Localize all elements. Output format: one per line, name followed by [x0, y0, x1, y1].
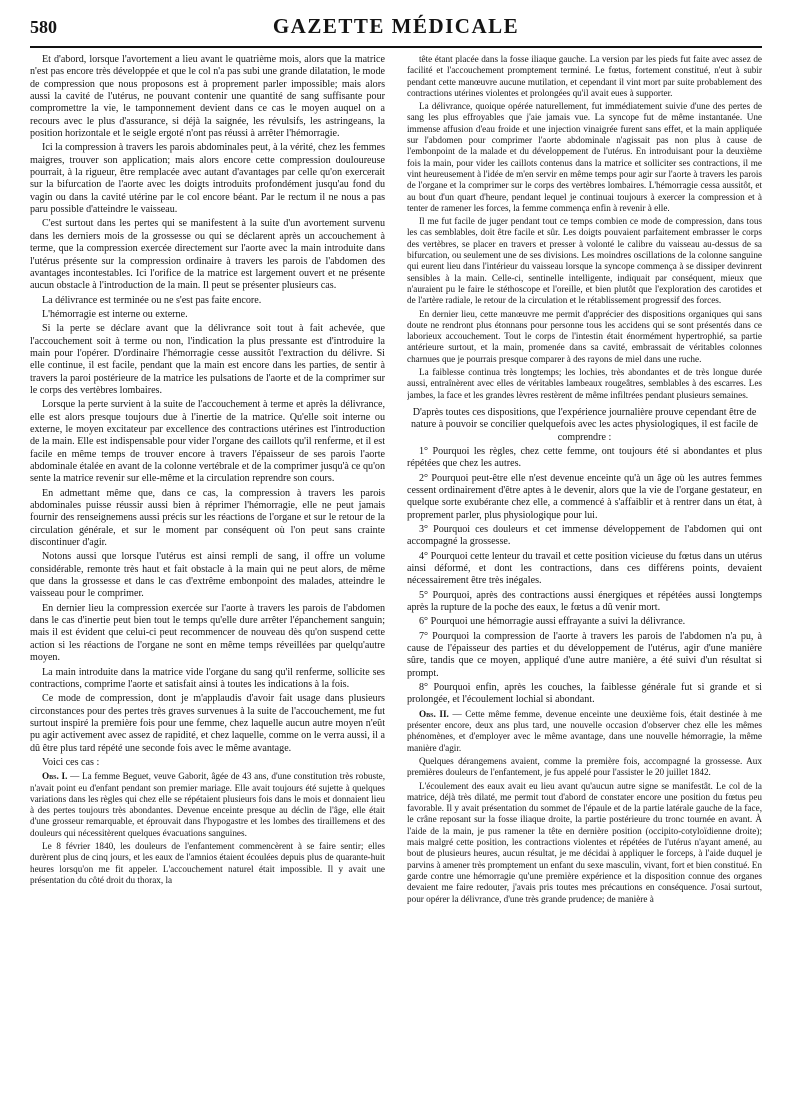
paragraph: Et d'abord, lorsque l'avortement a lieu avant le quatrième mois, alors que la matrice n'est pas encore très développée et que le col n'a pas subi une grande dilatation, le mode de compression que nous proposons est à proprement parler impossible; mais alors aussi la cavité de l'utérus, ne pouvant contenir une quantité de sang suffisante pour compromettre la vie, le tamponnement devient dans ce cas le moyen auquel on a recours avec le plus d'assurance, si déjà la saignée, les révulsifs, les astringeans, la position horizontale et le seigle ergoté n'ont pas réussi à arrêter l'hémorragie. [30, 54, 385, 140]
list-item: 3° Pourquoi ces douleurs et cet immense développement de l'abdomen qui ont accompagné la grossesse. [407, 524, 762, 548]
paragraph: La faiblesse continua très longtemps; les lochies, très abondantes et de très longue durée aussi, entraînèrent avec elles de véritables lambeaux rougeâtres, semblables à des escarres. Les jambes, la face et les grandes lèvres restèrent de même infiltrées pendant plusieurs semaines. [407, 367, 762, 400]
list-item: 4° Pourquoi cette lenteur du travail et cette position vicieuse du fœtus dans un utérus ainsi déformé, et dont les contractions, dans ces différens points, devaient nécessairement être très inégales. [407, 550, 762, 587]
page-header [30, 14, 762, 40]
list-item: 1° Pourquoi les règles, chez cette femme, ont toujours été si abondantes et plus répétées que chez les autres. [407, 445, 762, 470]
page-number: 580 [30, 17, 57, 37]
paragraph: L'hémorragie est interne ou externe. [42, 308, 188, 320]
paragraph: Lorsque la perte survient à la suite de l'accouchement à terme et après la délivrance, elle est alors presque toujours due à l'inertie de la matrice. Qu'elle soit interne ou externe, le moyen excitateur par excellence des contractions utérines est l'introduction de la main. Elle est indispensable pour vider l'organe des caillots qu'il renferme, et il est facile en même temps de trouver encore à travers l'épaisseur de ses parois l'aorte abdominale étalée en avant de la colonne vertébrale et de la comprimer jusqu'à ce qu'on sente la matrice revenir sur elle-même et la circulation reprendre son cours. [30, 399, 385, 485]
observation-label: Obs. II. [419, 708, 449, 719]
list-item: 2° Pourquoi peut-être elle n'est devenue enceinte qu'à un âge où les autres femmes cessent ordinairement d'être aptes à le devenir, alors que la vie de l'organe gestateur, en quelque sorte exubérante chez elle, a commencé à s'affaiblir et à rentrer dans un état, à proprement parler, plus physiologique pour lui. [407, 472, 762, 521]
paragraph: D'après toutes ces dispositions, que l'expérience journalière prouve cependant être de nature à pouvoir se concilier quelquefois avec les actes physiologiques, il est facile de comprendre : [411, 406, 758, 443]
list-item: 8° Pourquoi enfin, après les couches, la faiblesse générale fut si grande et si prolongée, et l'écoulement lochial si abondant. [407, 682, 762, 706]
paragraph: Quelques dérangemens avaient, comme la première fois, accompagné la grossesse. Aux premières douleurs de l'enfantement, je fus appelé pour l'assister le 20 juillet 1842. [407, 756, 762, 778]
paragraph: Ici la compression à travers les parois abdominales peut, à la vérité, chez les femmes maigres, trouver son application; mais alors encore cette compression douloureuse pourrait, à la rigueur, être remplacée avec autant d'avantages par celle qu'on exercerait sur la bifurcation de l'aorte avec les doigts introduits profondément jusqu'au fond du vagin ou dans la cavité utérine par le col encore béant. Par le rectum il ne nous a pas paru possible d'atteindre le vaisseau. [30, 142, 385, 216]
paragraph: L'écoulement des eaux avait eu lieu avant qu'aucun autre signe se manifestât. Le col de la matrice, déjà très dilaté, me permit tout d'abord de constater encore une position du fœtus peu favorable. Il y avait présentation du sommet de l'épaule et de la partie latérale gauche de la face, le crâne reposant sur la fosse iliaque droite, la partie postérieure du tronc tournée en avant. À l'aide de la main, je pus ramener la tête en dernière position (occipito-cotyloïdienne droite); mais malgré cette position, les contractions violentes et répétées de l'utérus n'ayant amené, au bout de plusieurs heures, aucun résultat, je me décidai à appliquer le forceps, à l'aide duquel je parvins à amener très promptement un enfant du sexe masculin, vivant, fort et bien constitué. En garde contre une hémorragie qu'une première expérience et la disposition connue des organes devaient me faire redouter, j'avais pris toutes mes précautions en conséquence. J'osai surtout, pour opérer la délivrance, d'une très grande prudence; de manière à [407, 780, 762, 904]
list-item: 5° Pourquoi, après des contractions aussi énergiques et répétées aussi longtemps après la rupture de la poche des eaux, le fœtus a dû venir mort. [407, 589, 762, 614]
observation-2 [407, 709, 762, 754]
paragraph: Voici ces cas : [42, 756, 100, 768]
paragraph: En dernier lieu la compression exercée sur l'aorte à travers les parois de l'abdomen dans le cas d'inertie peut bien tout le temps qu'elle dure arrêter l'épanchement sanguin; mais il est évident que celui-ci peut recommencer de nouveau dès qu'on suspend cette action si les réactions de l'organe ne sont en même temps réveillées par quelqu'autre moyen. [30, 602, 385, 664]
paragraph: Si la perte se déclare avant que la délivrance soit tout à fait achevée, que l'accouchement soit à terme ou non, l'indication la plus pressante est d'introduire la main pour l'opérer. D'ordinaire l'hémorragie cesse aussitôt l'extraction du délivre. Si elle continue, il est facile, pendant que la main est encore dans les parties, de sentir à travers la paroi postérieure de la matrice les pulsations de l'aorte et de la comprimer sur le corps des vertèbres lombaires. [30, 323, 385, 396]
list-item: 6° Pourquoi une hémorragie aussi effrayante a suivi la délivrance. [419, 616, 686, 628]
list-item: 7° Pourquoi la compression de l'aorte à travers les parois de l'abdomen n'a pu, à cause de l'épaisseur des parties et du développement de l'utérus, agir d'une manière sûre, tandis que ce moyen, appliqué d'une autre manière, a été suivi d'un résultat si prompt. [407, 630, 762, 679]
paragraph: En dernier lieu, cette manœuvre me permit d'apprécier des dispositions organiques qui sans doute ne rendront plus étonnans pour personne tous les accidens qui se sont présentés dans ce laborieux accouchement. Tout le corps de l'intestin était énormément hypertrophié, sa partie antérieure surtout, et la main, promenée dans sa cavité, embrassait de véritables colonnes charnues que je pourrais presque comparer à des rayons de miel dans une ruche. [407, 308, 762, 364]
left-column [30, 54, 385, 1112]
observation-label: Obs. I. [42, 771, 68, 782]
paragraph: La délivrance est terminée ou ne s'est pas faite encore. [42, 294, 262, 306]
right-column [407, 54, 762, 1112]
header-rule [30, 46, 762, 48]
running-title: GAZETTE MÉDICALE [272, 14, 520, 38]
text-columns [30, 54, 762, 1112]
paragraph: Le 8 février 1840, les douleurs de l'enfantement commencèrent à se faire sentir; elles durèrent plus de cinq jours, et les eaux de l'amnios étaient écoulées depuis plus de quarante-huit heures lorsqu'on me fit appeler. L'accouchement naturel était impossible. Il y avait une présentation du côté droit du thorax, la [30, 841, 385, 885]
paragraph: Il me fut facile de juger pendant tout ce temps combien ce mode de compression, dans tous les cas semblables, doit être facile et sûr. Les doigts pouvaient parfaitement embrasser le corps des vertèbres, se placer en travers et presser à volonté le calibre du vaisseau au-dessus de sa bifurcation, ou seulement une de ses divisions. Les moindres oscillations de la colonne sanguine qui eurent lieu dans l'intérieur du vaisseau lorsque la syncope commença à se dissiper devinrent sensibles à la main. Celle-ci, sentinelle intelligente, indiquait par conséquent, mieux que n'auraient pu le faire le stéthoscope et l'oreille, et bien plutôt que l'exploration des carotides et de l'artère radiale, le retour de la circulation et le rétablissement progressif des forces. [407, 216, 762, 306]
observation-1 [30, 771, 385, 839]
paragraph: tête étant placée dans la fosse iliaque gauche. La version par les pieds fut faite avec assez de facilité et l'accouchement promptement terminé. Le fœtus, fortement constitué, n'eut à subir pendant cette manœuvre aucune mutilation, et cependant il vint mort par suite probablement des contractions utérines violentes et prolongées qu'il avait eues à supporter. [407, 54, 762, 98]
paragraph: En admettant même que, dans ce cas, la compression à travers les parois abdominales puisse réussir aussi bien à réprimer l'hémorragie, elle ne peut jamais fournir des renseignemens aussi précis sur les réactions de l'organe et sur le retour de la circulation générale, et sur le moment par conséquent où l'on peut sans crainte discontinuer d'agir. [30, 487, 385, 549]
observation-text: — Cette même femme, devenue enceinte une deuxième fois, était destinée à me présenter encore, deux ans plus tard, une nouvelle occasion d'observer chez elle les mêmes phénomènes, et d'employer avec le même avantage, dans une nouvelle hémorragie, la même manière d'agir. [407, 708, 762, 753]
paragraph: Ce mode de compression, dont je m'applaudis d'avoir fait usage dans plusieurs circonstances pour des pertes très graves survenues à la suite de l'accouchement, me fut surtout inspiré la première fois pour une femme, chez laquelle aucun autre moyen n'eût pu agir activement avec assez de rapidité, et chez laquelle, comme on le verra aussi, il a dû être plus tard répété une seconde fois avec le même avantage. [30, 693, 385, 754]
paragraph: Notons aussi que lorsque l'utérus est ainsi rempli de sang, il offre un volume considérable, remonte très haut et fait obstacle à la main qui ne peut alors, de même que dans la grossesse et dans le cas d'extrême embonpoint des malades, atteindre le vaisseau pour le comprimer. [30, 551, 385, 600]
paragraph: La délivrance, quoique opérée naturellement, fut immédiatement suivie d'une des pertes de sang les plus effroyables que j'aie jamais vue. La syncope fut de même instantanée. Une immense affusion d'eau froide et une injection vinaigrée furent sans effet, et la main appliquée sur l'abdomen pour comprimer l'aorte abdominale n'agissait pas non plus à cause de l'embonpoint de la malade et du développement de l'utérus. En introduisant pour la deuxième fois la main, pour vider les caillots contenus dans la matrice et solliciter ses contractions, il me vint heureusement à l'idée de m'en servir en même temps pour agir sur l'aorte à travers les parois de l'organe et la comprimer sur le corps des vertèbres lombaires. L'hémorragie cessa aussitôt, et au bout d'un quart d'heure, pendant lequel je continuai toujours à exercer la compression et à tenter de ramener les forces, la femme commença enfin à revenir à elle. [407, 101, 762, 213]
paragraph: La main introduite dans la matrice vide l'organe du sang qu'il renferme, sollicite ses contractions, comprime l'aorte et satisfait ainsi à toutes les indications à la fois. [30, 666, 385, 690]
observation-text: — La femme Beguet, veuve Gaborit, âgée de 43 ans, d'une constitution très robuste, n'avait point eu d'enfant pendant son premier mariage. Elle avait toujours été sujette à quelques variations dans les règles qui chez elle se répétaient plusieurs fois dans le mois et donnaient lieu à des pertes toujours très abondantes. Devenue enceinte presque au déclin de l'âge, elle était d'une grosseur remarquable, et éprouvait dans l'hypogastre et les lombes des tiraillemens et des douleurs qui nécessitèrent quelques évacuations sanguines. [30, 771, 385, 838]
paragraph: C'est surtout dans les pertes qui se manifestent à la suite d'un avortement survenu dans les derniers mois de la grossesse ou qui se déclarent après un accouchement à terme, que la compression exercée directement sur l'aorte avec la main introduite dans l'utérus présente sur la compression ordinaire à travers les parois de l'abdomen des avantages incontestables. Ici l'orifice de la matrice est largement ouvert et ne présente aucun obstacle à l'introduction de la main. Il peut se présenter plusieurs cas. [30, 218, 385, 292]
